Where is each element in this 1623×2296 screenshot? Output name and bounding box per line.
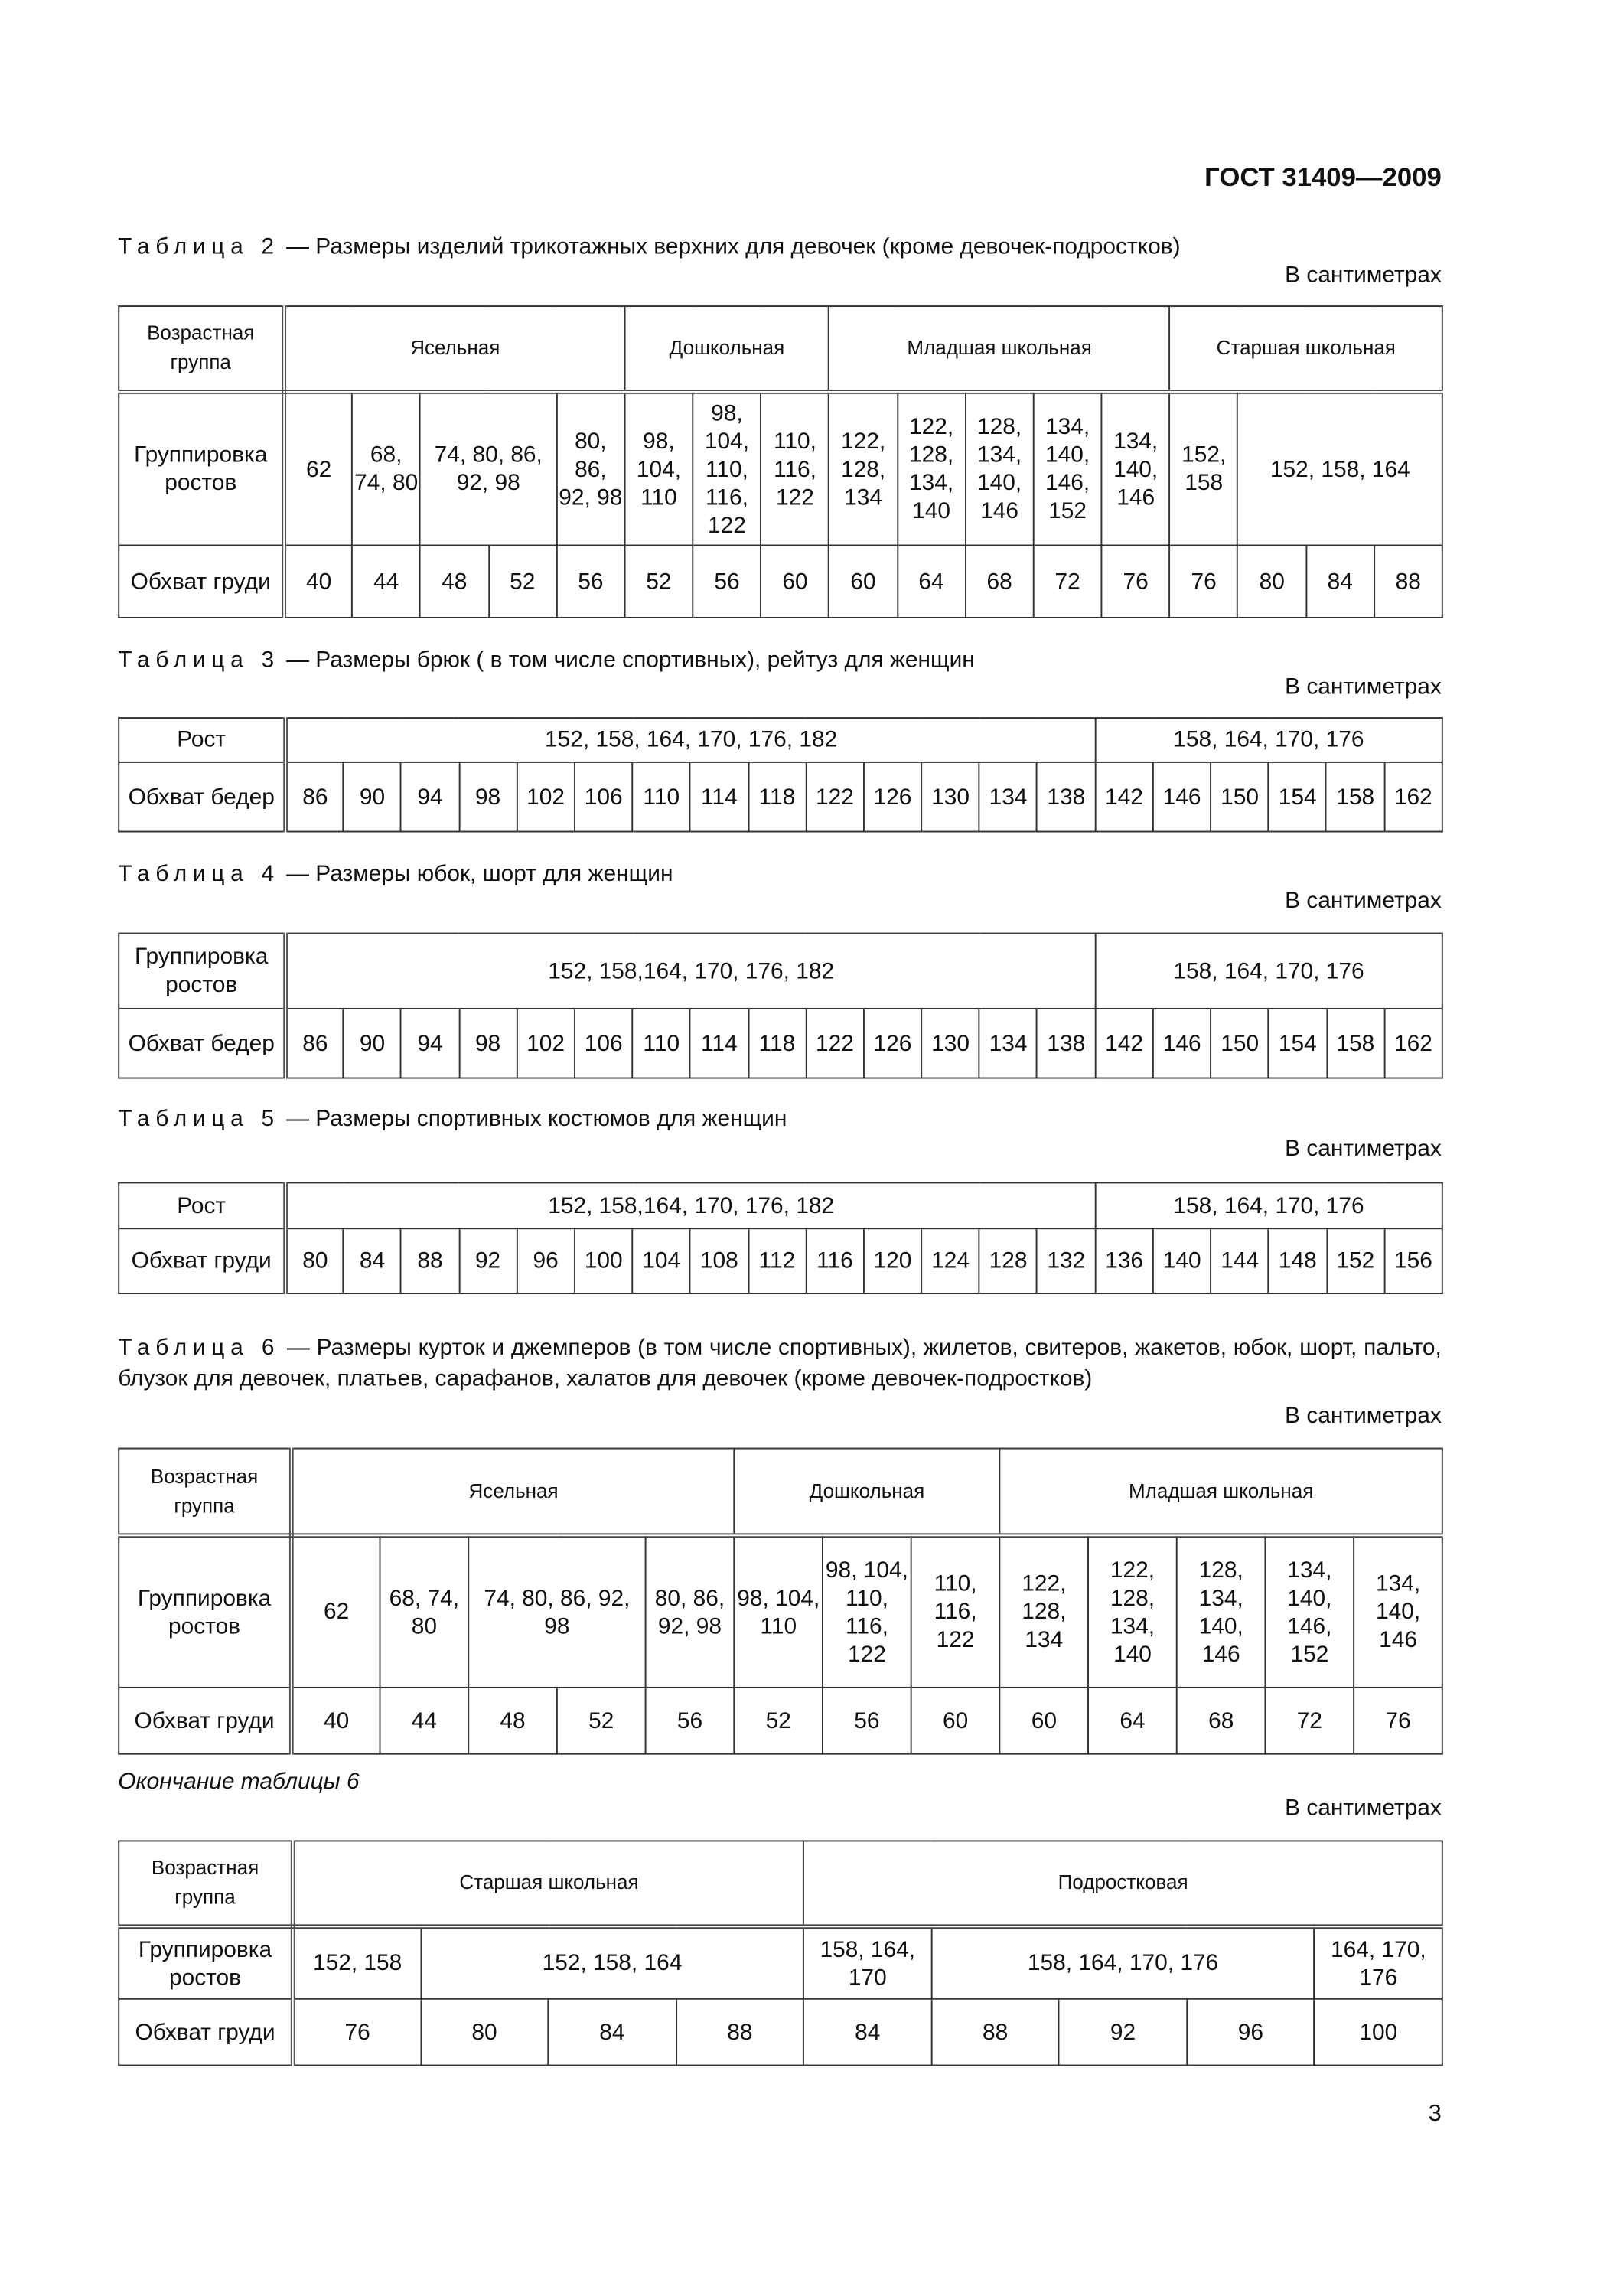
table-cell: 68 (1177, 1688, 1266, 1754)
table-cell: 130 (921, 1009, 979, 1078)
table-cell: 152 (1327, 1228, 1385, 1293)
table-cell: 116 (806, 1228, 864, 1293)
caption-label: Таблица 4 (118, 862, 280, 887)
table-cell: 92 (459, 1228, 517, 1293)
table-2-caption (118, 232, 1442, 263)
table-cell: 142 (1095, 762, 1153, 832)
table-4-caption (118, 859, 1442, 889)
table-cell: 40 (284, 545, 352, 617)
table-cell: 62 (284, 392, 352, 546)
table-cell: 98, 104, 110 (624, 392, 693, 546)
table-cell: Младшая школьная (999, 1449, 1442, 1536)
units-note: В сантиметрах (1285, 888, 1442, 914)
row-header-cell: Возрастная группа (119, 1841, 293, 1926)
table-cell: 84 (1306, 545, 1374, 617)
table-cell: 148 (1269, 1228, 1327, 1293)
table-cell: 80, 86, 92, 98 (646, 1535, 735, 1688)
table-cell: 76 (1354, 1688, 1442, 1754)
table-cell: 122 (806, 762, 864, 832)
table-cell: 152, 158,164, 170, 176, 182 (285, 1182, 1095, 1228)
table-cell: 92 (1059, 1999, 1187, 2066)
table-cell: 48 (420, 545, 488, 617)
table-cell: 106 (575, 762, 633, 832)
table-row (119, 1182, 1442, 1228)
table-cell: 108 (690, 1228, 748, 1293)
table-cell: 88 (1374, 545, 1442, 617)
units-note: В сантиметрах (1285, 263, 1442, 288)
table-cell: Ясельная (284, 306, 624, 392)
table-cell: 94 (401, 1009, 459, 1078)
table-cell: 150 (1211, 1009, 1269, 1078)
row-header-cell: Обхват груди (119, 1688, 292, 1754)
table-cell: 152, 158, 164, 170, 176, 182 (285, 718, 1095, 762)
caption-label: Таблица 5 (118, 1107, 280, 1132)
table-cell: 152, 158,164, 170, 176, 182 (285, 934, 1095, 1009)
standard-number: ГОСТ 31409—2009 (1204, 162, 1442, 192)
table-cell: 158, 164, 170, 176 (1095, 1182, 1442, 1228)
units-note: В сантиметрах (1285, 1795, 1442, 1821)
table-cell: 114 (690, 762, 748, 832)
table-cell: 134, 140, 146 (1354, 1535, 1442, 1688)
row-header-cell: Обхват груди (119, 545, 284, 617)
table-cell: 152, 158, 164 (1238, 392, 1442, 546)
table-cell: 110 (632, 762, 690, 832)
table-cell: Старшая школьная (1170, 306, 1442, 392)
table-cell: 98, 104, 110 (734, 1535, 823, 1688)
units-note: В сантиметрах (1285, 674, 1442, 700)
table-cell: 134, 140, 146, 152 (1034, 392, 1102, 546)
row-header-cell: Возрастная группа (119, 306, 284, 392)
caption-title: — Размеры курток и джемперов (в том числе спортивных), жилетов, свитеров, жакетов, юбок, шорт, пальто, блузок для девочек, платьев, сарафанов, халатов для девочек (кроме девочек-подростков) (118, 1336, 1442, 1392)
row-header-cell: Рост (119, 1182, 285, 1228)
row-header-cell: Обхват бедер (119, 1009, 285, 1078)
table-cell: 90 (344, 762, 402, 832)
table-2 (118, 305, 1443, 618)
table-cell: 84 (803, 1999, 931, 2066)
table-cell: 114 (690, 1009, 748, 1078)
table-cell: 136 (1095, 1228, 1153, 1293)
table-cell: 162 (1384, 1009, 1442, 1078)
table-cell: 118 (748, 1009, 807, 1078)
table-cell: 52 (557, 1688, 646, 1754)
table-cell: 144 (1211, 1228, 1269, 1293)
table-cell: 74, 80, 86, 92, 98 (468, 1535, 645, 1688)
table-cell: 130 (921, 762, 979, 832)
row-header-cell: Возрастная группа (119, 1449, 292, 1536)
table-cell: 60 (829, 545, 898, 617)
table-cell: 68, 74, 80 (380, 1535, 469, 1688)
table-cell: 152, 158 (1170, 392, 1238, 546)
table-cell: 60 (911, 1688, 1000, 1754)
table-cell: 140 (1153, 1228, 1211, 1293)
table-cell: 56 (693, 545, 761, 617)
table-cell: 80 (1238, 545, 1306, 617)
table-cell: 126 (864, 1009, 922, 1078)
table-cell: 158 (1326, 762, 1384, 832)
table-cell: 44 (380, 1688, 469, 1754)
row-header-cell: Группировка ростов (119, 1926, 293, 1998)
table-cell: Младшая школьная (829, 306, 1170, 392)
table-cell: 110 (632, 1009, 690, 1078)
table-cell: 80 (285, 1228, 344, 1293)
table-cell: 122, 128, 134, 140 (898, 392, 966, 546)
table-cell: 134 (979, 1009, 1038, 1078)
caption-title: — Размеры юбок, шорт для женщин (279, 862, 673, 887)
table-row (119, 1688, 1442, 1754)
table-cell: 98, 104, 110, 116, 122 (693, 392, 761, 546)
table-cell: 164, 170, 176 (1315, 1926, 1442, 1998)
row-header-cell: Группировка ростов (119, 934, 285, 1009)
table-cell: 104 (632, 1228, 690, 1293)
caption-title: — Размеры спортивных костюмов для женщин (279, 1107, 787, 1132)
table-cell: 88 (401, 1228, 459, 1293)
table-cell: 102 (517, 762, 575, 832)
table-cell: 146 (1153, 1009, 1211, 1078)
table-row (119, 718, 1442, 762)
table-cell: 52 (488, 545, 556, 617)
caption-label: Таблица 2 (118, 234, 280, 260)
table-cell: 64 (898, 545, 966, 617)
table-cell: 96 (1187, 1999, 1315, 2066)
table-cell: Дошкольная (734, 1449, 999, 1536)
table-cell: 162 (1384, 762, 1442, 832)
table-cell: 100 (575, 1228, 633, 1293)
row-header-cell: Группировка ростов (119, 1535, 292, 1688)
table-cell: Старшая школьная (293, 1841, 804, 1926)
table-row (119, 1535, 1442, 1688)
table-cell: 90 (344, 1009, 402, 1078)
table-cell: 88 (931, 1999, 1059, 2066)
table-cell: 124 (921, 1228, 979, 1293)
row-header-cell: Обхват груди (119, 1999, 293, 2066)
table-cell: 80 (421, 1999, 549, 2066)
units-note: В сантиметрах (1285, 1136, 1442, 1162)
table-row (119, 1841, 1442, 1926)
table-cell: 128, 134, 140, 146 (966, 392, 1034, 546)
table-row (119, 1228, 1442, 1293)
table-cell: 132 (1037, 1228, 1095, 1293)
caption-title: — Размеры изделий трикотажных верхних для девочек (кроме девочек-подростков) (279, 234, 1181, 260)
caption-label: Таблица 6 (118, 1336, 281, 1361)
table-cell: 56 (556, 545, 624, 617)
table-cell: 122, 128, 134, 140 (1088, 1535, 1177, 1688)
table-6-continuation (118, 1840, 1443, 2066)
table-cell: 62 (292, 1535, 380, 1688)
table-cell: 56 (646, 1688, 735, 1754)
table-cell: 154 (1269, 1009, 1327, 1078)
table-4 (118, 933, 1442, 1079)
table-cell: 76 (1170, 545, 1238, 617)
table-cell: 134, 140, 146 (1102, 392, 1170, 546)
table-cell: 60 (999, 1688, 1088, 1754)
table-row (119, 1449, 1442, 1536)
table-cell: 150 (1211, 762, 1269, 832)
table-6 (118, 1448, 1443, 1755)
table-cell: 64 (1088, 1688, 1177, 1754)
table-cell: 128 (979, 1228, 1038, 1293)
table-cell: 158 (1327, 1009, 1385, 1078)
table-cell: 68, 74, 80 (352, 392, 420, 546)
table-cell: 138 (1037, 1009, 1095, 1078)
units-note: В сантиметрах (1285, 1403, 1442, 1429)
table-cell: 156 (1384, 1228, 1442, 1293)
table-cell: 118 (748, 762, 807, 832)
table-cell: 52 (624, 545, 693, 617)
table-cell: 158, 164, 170, 176 (931, 1926, 1315, 1998)
table-cell: 44 (352, 545, 420, 617)
table-cell: Дошкольная (624, 306, 829, 392)
caption-label: Таблица 3 (118, 647, 280, 673)
table-cell: 74, 80, 86, 92, 98 (420, 392, 556, 546)
table-cell: 120 (864, 1228, 922, 1293)
table-cell: 134, 140, 146, 152 (1266, 1535, 1354, 1688)
table-cell: 122, 128, 134 (829, 392, 898, 546)
table-row (119, 1999, 1442, 2066)
table-cell: 76 (293, 1999, 421, 2066)
table-cell: 72 (1266, 1688, 1354, 1754)
table-cell: 88 (676, 1999, 803, 2066)
table-cell: 126 (864, 762, 922, 832)
table-6-caption (118, 1332, 1442, 1394)
page-number: 3 (1428, 2101, 1442, 2127)
table-cell: 40 (292, 1688, 380, 1754)
table-cell: 158, 164, 170, 176 (1095, 934, 1442, 1009)
table-cell: 72 (1034, 545, 1102, 617)
table-cell: 80, 86, 92, 98 (556, 392, 624, 546)
table-5-caption (118, 1104, 1442, 1134)
row-header-cell: Обхват груди (119, 1228, 285, 1293)
table-cell: 68 (966, 545, 1034, 617)
table-cell: 134 (979, 762, 1038, 832)
row-header-cell: Рост (119, 718, 285, 762)
caption-title: — Размеры брюк ( в том числе спортивных), рейтуз для женщин (279, 647, 975, 673)
table-row (119, 306, 1442, 392)
table-cell: 128, 134, 140, 146 (1177, 1535, 1266, 1688)
table-cell: 122 (806, 1009, 864, 1078)
table-cell: 154 (1269, 762, 1327, 832)
table-row (119, 545, 1442, 617)
table-cell: 52 (734, 1688, 823, 1754)
table-cell: 142 (1095, 1009, 1153, 1078)
table-cell: 86 (285, 1009, 344, 1078)
table-row (119, 762, 1442, 832)
table-6-continuation-caption: Окончание таблицы 6 (118, 1769, 360, 1795)
table-cell: 158, 164, 170 (803, 1926, 931, 1998)
table-cell: 84 (549, 1999, 676, 2066)
table-row (119, 1926, 1442, 1998)
table-cell: 152, 158, 164 (421, 1926, 804, 1998)
table-cell: 152, 158 (293, 1926, 421, 1998)
table-cell: 98 (459, 1009, 517, 1078)
table-cell: 102 (517, 1009, 575, 1078)
table-cell: Ясельная (292, 1449, 735, 1536)
table-cell: 146 (1153, 762, 1211, 832)
table-cell: Подростковая (803, 1841, 1442, 1926)
table-cell: 122, 128, 134 (999, 1535, 1088, 1688)
row-header-cell: Обхват бедер (119, 762, 285, 832)
table-cell: 98, 104, 110, 116, 122 (823, 1535, 911, 1688)
table-cell: 56 (823, 1688, 911, 1754)
table-cell: 112 (748, 1228, 807, 1293)
table-cell: 106 (575, 1009, 633, 1078)
table-row (119, 1009, 1442, 1078)
row-header-cell: Группировка ростов (119, 392, 284, 546)
table-5 (118, 1182, 1442, 1294)
table-3 (118, 717, 1442, 832)
table-3-caption (118, 645, 1442, 676)
table-cell: 60 (761, 545, 829, 617)
table-row (119, 934, 1442, 1009)
table-cell: 110, 116, 122 (761, 392, 829, 546)
table-cell: 76 (1102, 545, 1170, 617)
table-cell: 158, 164, 170, 176 (1095, 718, 1442, 762)
table-cell: 110, 116, 122 (911, 1535, 1000, 1688)
table-row (119, 392, 1442, 546)
table-cell: 84 (344, 1228, 402, 1293)
table-cell: 100 (1315, 1999, 1442, 2066)
table-cell: 138 (1037, 762, 1095, 832)
table-cell: 86 (285, 762, 344, 832)
table-cell: 94 (401, 762, 459, 832)
table-cell: 98 (459, 762, 517, 832)
table-cell: 96 (517, 1228, 575, 1293)
table-cell: 48 (468, 1688, 557, 1754)
